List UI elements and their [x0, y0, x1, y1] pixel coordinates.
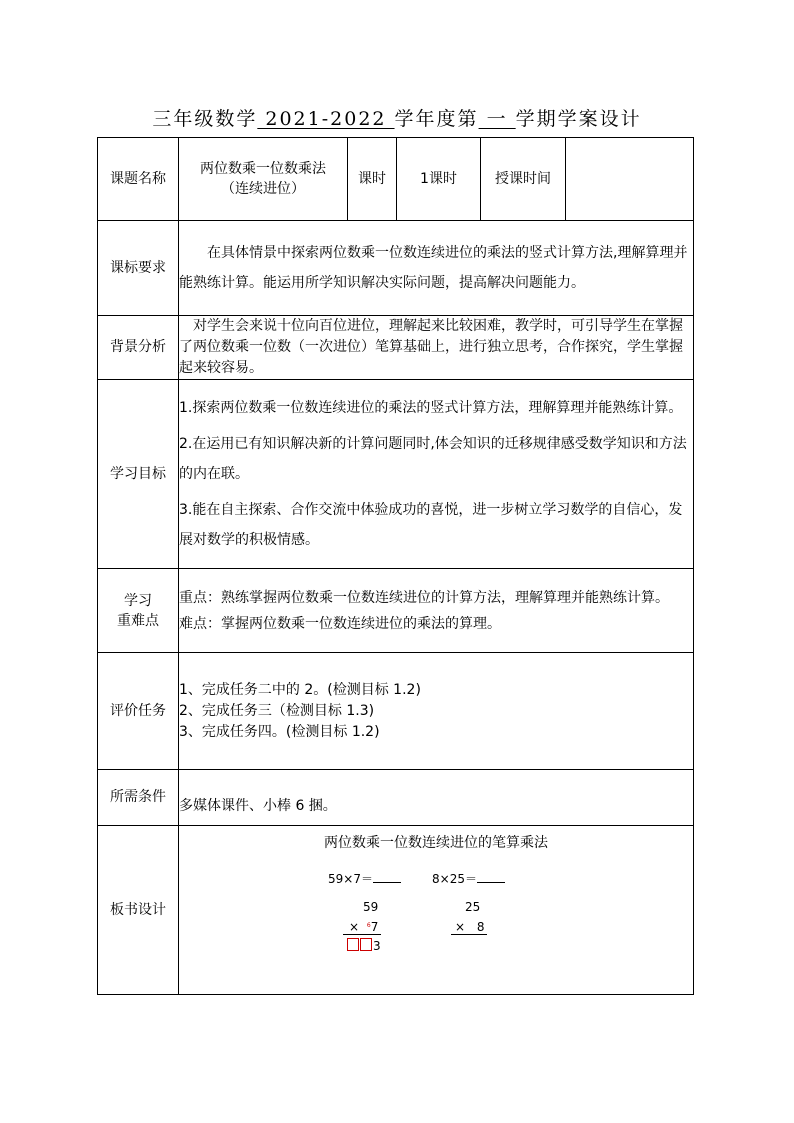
goals-row: [98, 380, 694, 569]
period-value: 1课时: [397, 138, 481, 221]
equation-2-text: 8×25＝: [432, 872, 477, 886]
board-label: 板书设计: [98, 826, 179, 995]
title-term: 一: [478, 108, 516, 130]
background-cell: [179, 316, 694, 380]
calc-1-result: [347, 937, 381, 956]
background-row: [98, 316, 694, 380]
goal-item: 3.能在自主探索、合作交流中体验成功的喜悦，进一步树立学习数学的自信心，发展对数学的积极情感。: [179, 502, 683, 548]
materials-cell: [179, 770, 694, 826]
background-text: 对学生会来说十位向百位进位，理解起来比较困难，教学时，可引导学生在掌握了两位数乘一位数（一次进位）笔算基础上，进行独立思考，合作探究，学生掌握起来较容易。: [179, 318, 683, 376]
calc-1-result-digit: 3: [373, 939, 381, 953]
period-label: 课时: [348, 138, 397, 221]
title-prefix: 三年级数学: [152, 108, 258, 130]
calc-2-top: 25: [465, 900, 481, 914]
curriculum-cell: [179, 221, 694, 316]
answer-box: [360, 938, 372, 951]
goals-cell: [179, 380, 694, 569]
evaluation-cell: [179, 653, 694, 770]
title-middle: 学年度第: [394, 108, 479, 130]
calc-1-times: ×: [349, 920, 360, 934]
materials-label: 所需条件: [98, 770, 179, 826]
answer-box: [347, 938, 359, 951]
calc-1-carry: 6: [366, 922, 371, 929]
equation-1-text: 59×7＝: [328, 872, 373, 886]
goals-label: 学习目标: [98, 380, 179, 569]
board-title: 两位数乘一位数连续进位的笔算乘法: [324, 835, 548, 851]
curriculum-row: [98, 221, 694, 316]
curriculum-text: 在具体情景中探索两位数乘一位数连续进位的乘法的竖式计算方法,理解算理并能熟练计算。能运用所学知识解决实际问题，提高解决问题能力。: [179, 245, 688, 291]
calc-1-rule: [343, 934, 381, 935]
calc-1-top: 59: [363, 900, 379, 914]
time-label: 授课时间: [481, 138, 566, 221]
title-year: 2021-2022: [257, 108, 395, 130]
calc-2-bottom: 8: [476, 920, 485, 934]
key-point-text: 重点：熟练掌握两位数乘一位数连续进位的计算方法，理解算理并能熟练计算。: [179, 589, 669, 606]
materials-text: 多媒体课件、小棒 6 捆。: [179, 797, 337, 814]
header-row: [98, 138, 694, 221]
materials-row: [98, 770, 694, 826]
goal-item: 1.探索两位数乘一位数连续进位的乘法的竖式计算方法，理解算理并能熟练计算。: [179, 400, 683, 416]
goal-item: 2.在运用已有知识解决新的计算问题同时,体会知识的迁移规律感受数学知识和方法的内在联。: [179, 436, 687, 482]
topic-value: [179, 138, 348, 221]
topic-line-1: 两位数乘一位数乘法: [200, 161, 326, 177]
keypoints-row: [98, 569, 694, 653]
keypoints-label: [98, 569, 179, 653]
evaluation-item: 2、完成任务三（检测目标 1.3): [179, 702, 375, 719]
calc-2-times: ×: [455, 920, 466, 934]
board-row: [98, 826, 694, 995]
evaluation-item: 3、完成任务四。(检测目标 1.2): [179, 723, 380, 740]
evaluation-item: 1、完成任务二中的 2。(检测目标 1.2): [179, 681, 421, 698]
topic-line-2: （连续进位）: [221, 181, 305, 197]
curriculum-label: 课标要求: [98, 221, 179, 316]
board-design: [179, 826, 693, 994]
difficulty-text: 难点：掌握两位数乘一位数连续进位的乘法的算理。: [179, 615, 501, 632]
keypoints-label-line-2: 重难点: [117, 612, 159, 629]
title-suffix: 学期学案设计: [515, 108, 642, 130]
board-cell: [179, 826, 694, 995]
equation-1: [328, 870, 401, 889]
time-value: [566, 138, 694, 221]
background-label: 背景分析: [98, 316, 179, 380]
calc-1-bottom: 7: [370, 920, 379, 934]
evaluation-label: 评价任务: [98, 653, 179, 770]
equation-2: [432, 870, 505, 889]
equation-1-blank: [373, 870, 401, 883]
equation-2-blank: [477, 870, 505, 883]
topic-label: 课题名称: [98, 138, 179, 221]
keypoints-label-line-1: 学习: [124, 592, 152, 609]
lesson-plan-table: [97, 137, 694, 995]
page-title: [0, 104, 794, 131]
calc-2-rule: [451, 934, 487, 935]
keypoints-cell: [179, 569, 694, 653]
evaluation-row: [98, 653, 694, 770]
